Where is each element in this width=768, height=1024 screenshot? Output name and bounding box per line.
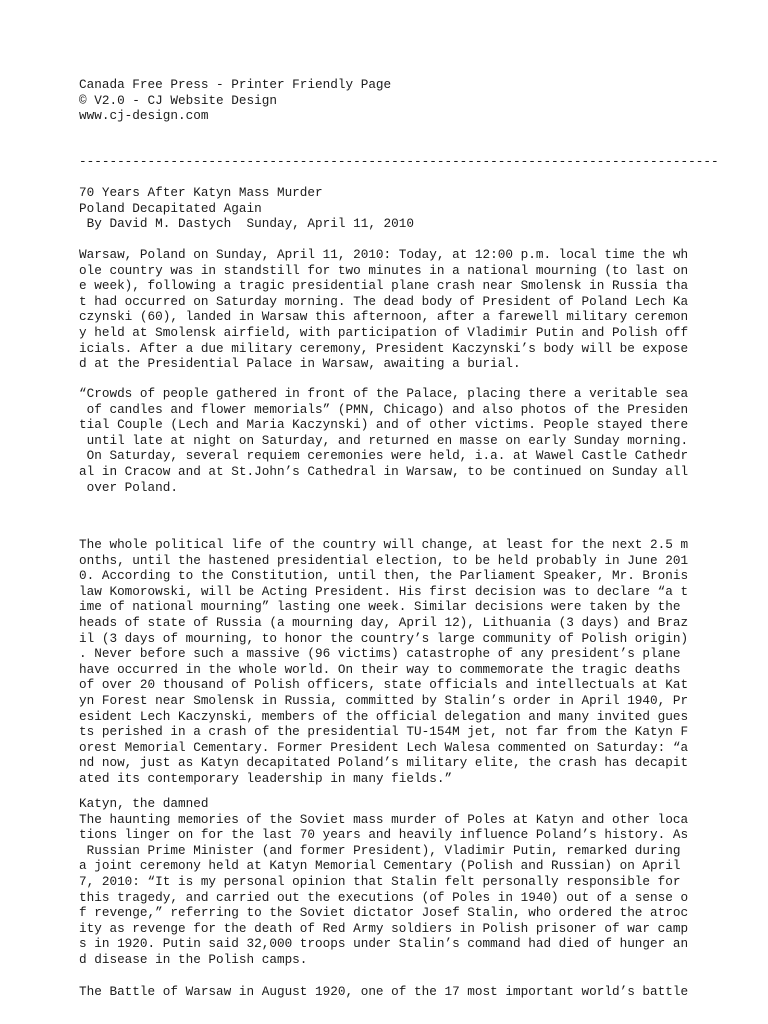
paragraph-line: s in 1920. Putin said 32,000 troops under Stalin’s command had died of hunger an xyxy=(79,936,689,952)
paragraph-line: ity as revenge for the death of Red Army soldiers in Polish prisoner of war camp xyxy=(79,920,689,936)
paragraph-3 xyxy=(79,537,688,787)
paragraph-line: ts perished in a crash of the presidential TU-154M jet, not far from the Katyn F xyxy=(79,724,689,740)
paragraph-line: “Crowds of people gathered in front of the Palace, placing there a veritable sea xyxy=(79,386,689,401)
copyright-line: © V2.0 - CJ Website Design xyxy=(79,92,277,108)
paragraph-line: until late at night on Saturday, and returned en masse on early Sunday morning. xyxy=(79,432,689,448)
paragraph-line: icials. After a due military ceremony, President Kaczynski’s body will be expose xyxy=(79,340,689,356)
section-heading: Katyn, the damned xyxy=(79,796,209,811)
paragraph-line: t had occurred on Saturday morning. The dead body of President of Poland Lech Ka xyxy=(79,293,689,309)
paragraph-line: 7, 2010: “It is my personal opinion that Stalin felt personally responsible for xyxy=(79,873,681,889)
paragraph-line: Russian Prime Minister (and former President), Vladimir Putin, remarked during xyxy=(79,842,681,858)
paragraph-line: onths, until the hastened presidential election, to be held probably in June 201 xyxy=(79,552,689,568)
paragraph-line: 0. According to the Constitution, until then, the Parliament Speaker, Mr. Bronis xyxy=(79,568,689,584)
section-katyn xyxy=(79,796,688,968)
paragraph-line: nd now, just as Katyn decapitated Poland’s military elite, the crash has decapit xyxy=(79,755,689,771)
paragraph-5 xyxy=(79,984,688,1000)
page-header xyxy=(79,77,391,124)
paragraph-line: czynski (60), landed in Warsaw this afternoon, after a farewell military ceremon xyxy=(79,309,689,325)
paragraph-line: orest Memorial Cementary. Former President Lech Walesa commented on Saturday: “a xyxy=(79,739,689,755)
paragraph-line: yn Forest near Smolensk in Russia, committed by Stalin’s order in April 1940, Pr xyxy=(79,692,689,708)
paragraph-line: ated its contemporary leadership in many fields.” xyxy=(79,770,453,786)
site-url: www.cj-design.com xyxy=(79,108,209,124)
separator-line: ------------------------------------------------------------------------------------ xyxy=(79,154,719,169)
paragraph-line: over Poland. xyxy=(79,479,178,495)
paragraph-line: il (3 days of mourning, to honor the country’s large community of Polish origin) xyxy=(79,630,689,646)
article-header xyxy=(79,185,414,232)
article-byline: By David M. Dastych Sunday, April 11, 2010 xyxy=(79,216,415,232)
paragraph-line: this tragedy, and carried out the executions (of Poles in 1940) out of a sense o xyxy=(79,889,689,905)
article-subtitle: Poland Decapitated Again xyxy=(79,200,262,216)
paragraph-line: of over 20 thousand of Polish officers, state officials and intellectuals at Kat xyxy=(79,677,689,693)
paragraph-line: have occurred in the whole world. On their way to commemorate the tragic deaths xyxy=(79,661,681,677)
paragraph-line: law Komorowski, will be Acting President. His first decision was to declare “a t xyxy=(79,583,689,599)
paragraph-line: heads of state of Russia (a mourning day, April 12), Lithuania (3 days) and Braz xyxy=(79,614,689,630)
paragraph-line: f revenge,” referring to the Soviet dictator Josef Stalin, who ordered the atroc xyxy=(79,905,689,921)
paragraph-line: y held at Smolensk airfield, with participation of Vladimir Putin and Polish off xyxy=(79,324,689,340)
paragraph-line: of candles and flower memorials” (PMN, Chicago) and also photos of the Presiden xyxy=(79,401,689,417)
paragraph-line: The haunting memories of the Soviet mass murder of Poles at Katyn and other loca xyxy=(79,811,689,827)
paragraph-line: The whole political life of the country will change, at least for the next 2.5 m xyxy=(79,537,689,552)
paragraph-line: tions linger on for the last 70 years and heavily influence Poland’s history. As xyxy=(79,827,689,843)
paragraph-line: tial Couple (Lech and Maria Kaczynski) and of other victims. People stayed there xyxy=(79,417,689,433)
paragraph-line: ime of national mourning” lasting one week. Similar decisions were taken by the xyxy=(79,599,681,615)
paragraph-1 xyxy=(79,247,688,372)
separator xyxy=(79,154,719,170)
paragraph-line: esident Lech Kaczynski, members of the official delegation and many invited gues xyxy=(79,708,689,724)
site-name: Canada Free Press - Printer Friendly Page xyxy=(79,77,392,92)
article-title: 70 Years After Katyn Mass Murder xyxy=(79,185,323,200)
paragraph-2 xyxy=(79,386,688,495)
paragraph-line: d at the Presidential Palace in Warsaw, awaiting a burial. xyxy=(79,356,521,372)
paragraph-line: a joint ceremony held at Katyn Memorial Cementary (Polish and Russian) on April xyxy=(79,858,681,874)
paragraph-line: Warsaw, Poland on Sunday, April 11, 2010: Today, at 12:00 p.m. local time the wh xyxy=(79,247,689,262)
paragraph-line: e week), following a tragic presidential plane crash near Smolensk in Russia tha xyxy=(79,278,689,294)
paragraph-line: al in Cracow and at St.John’s Cathedral in Warsaw, to be continued on Sunday all xyxy=(79,463,689,479)
paragraph-line: d disease in the Polish camps. xyxy=(79,951,308,967)
paragraph-line: On Saturday, several requiem ceremonies were held, i.a. at Wawel Castle Cathedr xyxy=(79,448,689,464)
paragraph-line: . Never before such a massive (96 victims) catastrophe of any president’s plane xyxy=(79,646,681,662)
paragraph-line: The Battle of Warsaw in August 1920, one of the 17 most important world’s battle xyxy=(79,984,689,999)
paragraph-line: ole country was in standstill for two minutes in a national mourning (to last on xyxy=(79,262,689,278)
